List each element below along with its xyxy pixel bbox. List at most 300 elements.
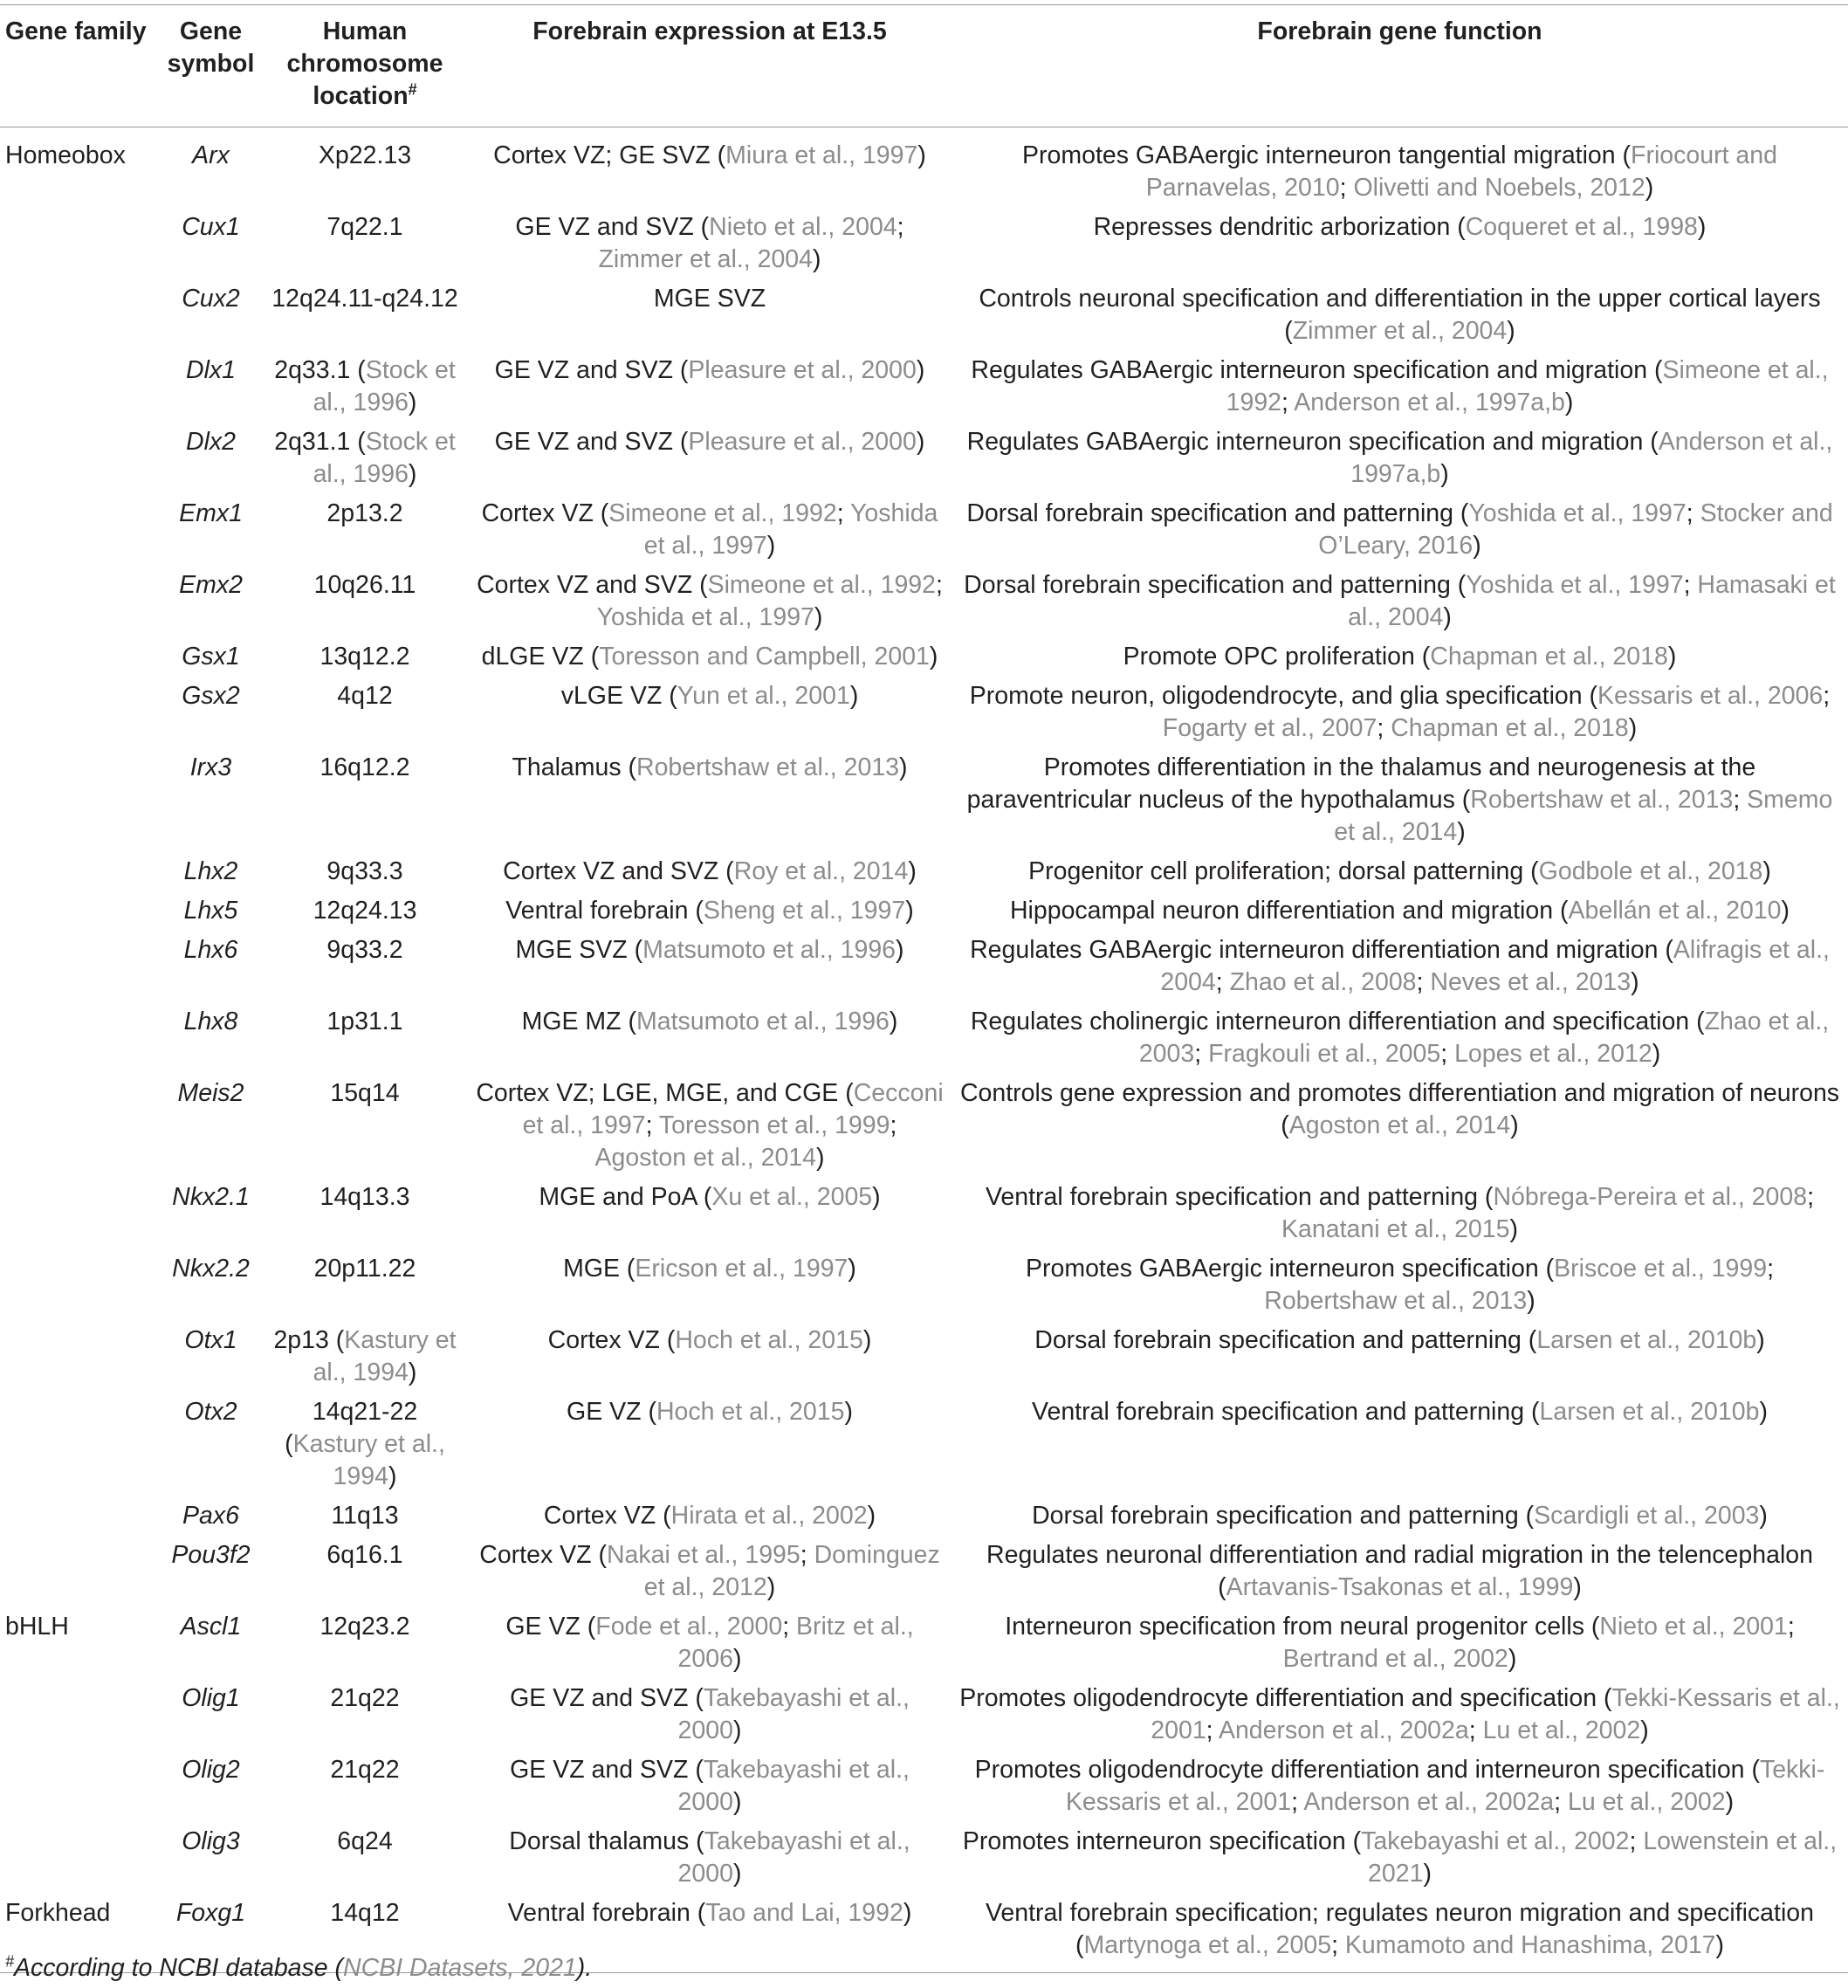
cell-text: GE VZ and SVZ (	[515, 213, 710, 241]
cell-text: ;	[800, 1541, 814, 1569]
citation-link[interactable]: Agoston et al., 2014	[1288, 1111, 1511, 1139]
table-row	[0, 641, 1848, 680]
forebrain-function-cell	[951, 1181, 1848, 1253]
cell-text: 13q12.2	[319, 643, 410, 671]
citation-link[interactable]: Kastury et al., 1994	[313, 1326, 457, 1386]
citation-link[interactable]: Fode et al., 2000	[595, 1613, 783, 1641]
cell-text: Controls neuronal specification and differentiation in the upper cortical layers (	[979, 285, 1821, 345]
citation-link[interactable]: Zhao et al., 2003	[1138, 1008, 1830, 1068]
gene-family-cell	[0, 426, 160, 498]
cell-text: GE VZ and SVZ (	[510, 1756, 704, 1784]
cell-text: ;	[936, 571, 943, 599]
forebrain-expression-cell	[468, 283, 951, 354]
chromosome-location-cell	[262, 856, 468, 895]
cell-text: ;	[897, 213, 904, 241]
citation-link[interactable]: Yun et al., 2001	[677, 682, 850, 710]
cell-text: 16q12.2	[319, 753, 410, 781]
cell-text: GE VZ and SVZ (	[494, 428, 689, 456]
forebrain-function-cell	[951, 1077, 1848, 1181]
citation-link[interactable]: Anderson et al., 2002a	[1303, 1788, 1555, 1816]
citation-link[interactable]: Chapman et al., 2018	[1430, 643, 1668, 671]
gene-table	[0, 4, 1848, 1973]
gene-symbol-cell: Cux2	[182, 285, 240, 313]
cell-text: Xp22.13	[318, 141, 412, 169]
cell-text: 6q24	[337, 1827, 393, 1855]
table-row	[0, 895, 1848, 934]
cell-text: )	[1507, 317, 1515, 345]
gene-family-cell	[0, 856, 160, 895]
citation-link[interactable]: Hoch et al., 2015	[656, 1398, 845, 1426]
forebrain-function-cell	[951, 498, 1848, 569]
gene-symbol-cell: Foxg1	[175, 1899, 246, 1927]
citation-link[interactable]: Fragkouli et al., 2005	[1208, 1040, 1441, 1068]
cell-text: Promotes oligodendrocyte differentiation and interneuron specification (	[974, 1756, 1760, 1784]
cell-text: )	[814, 603, 823, 631]
forebrain-expression-cell	[468, 1826, 951, 1897]
citation-link[interactable]: Abellán et al., 2010	[1568, 897, 1782, 925]
citation-link[interactable]: Pleasure et al., 2000	[688, 356, 917, 384]
citation-link[interactable]: Bertrand et al., 2002	[1282, 1645, 1508, 1673]
chromosome-location-cell	[262, 1077, 468, 1181]
gene-symbol-cell: Nkx2.2	[172, 1255, 250, 1283]
cell-text: )	[1762, 857, 1771, 885]
forebrain-expression-cell	[468, 1539, 951, 1611]
citation-link[interactable]: Alifragis et al., 2004	[1160, 936, 1830, 996]
forebrain-function-cell	[951, 1396, 1848, 1500]
gene-symbol-cell: Emx2	[179, 571, 243, 599]
cell-text: )	[917, 141, 926, 169]
cell-text: dLGE VZ (	[481, 643, 600, 671]
footnote-reference[interactable]: NCBI Datasets, 2021	[343, 1954, 577, 1982]
table-row	[0, 1539, 1848, 1611]
forebrain-function-cell	[951, 354, 1848, 426]
citation-link[interactable]: Larsen et al., 2010b	[1539, 1398, 1760, 1426]
forebrain-function-cell	[951, 1754, 1848, 1826]
table-row	[0, 1006, 1848, 1077]
cell-text: Regulates neuronal differentiation and radial migration in the telencephalon (	[986, 1541, 1813, 1601]
citation-link[interactable]: Sheng et al., 1997	[703, 897, 906, 925]
citation-link[interactable]: Stock et al., 1996	[313, 428, 456, 488]
cell-text: Hippocampal neuron differentiation and migration (	[1009, 897, 1569, 925]
cell-text: Controls gene expression and promotes differentiation and migration of neurons (	[959, 1079, 1840, 1139]
citation-link[interactable]: Lopes et al., 2012	[1454, 1040, 1652, 1068]
citation-link[interactable]: Lowenstein et al., 2021	[1368, 1827, 1838, 1888]
forebrain-function-cell	[951, 856, 1848, 895]
citation-link[interactable]: Matsumoto et al., 1996	[642, 936, 897, 964]
cell-text: ;	[1339, 174, 1354, 202]
citation-link[interactable]: Robertshaw et al., 2013	[1470, 786, 1734, 814]
cell-text: Represses dendritic arborization (	[1093, 213, 1466, 241]
gene-symbol-cell: Otx2	[184, 1398, 237, 1426]
cell-text: Dorsal forebrain specification and patterning (	[964, 571, 1467, 599]
cell-text: )	[1781, 897, 1790, 925]
cell-text: )	[916, 356, 925, 384]
forebrain-function-cell	[951, 211, 1848, 283]
citation-link[interactable]: Yoshida et al., 1997	[1466, 571, 1684, 599]
forebrain-expression-cell	[468, 934, 951, 1006]
cell-text: )	[732, 1860, 742, 1888]
gene-symbol-cell: Lhx5	[183, 897, 238, 925]
cell-text: )	[1631, 968, 1639, 996]
forebrain-expression-cell	[468, 895, 951, 934]
header-forebrain-expression: Forebrain expression at E13.5	[532, 17, 887, 45]
cell-text: vLGE VZ (	[560, 682, 677, 710]
citation-link[interactable]: Nakai et al., 1995	[606, 1541, 800, 1569]
citation-link[interactable]: Artavanis-Tsakonas et al., 1999	[1226, 1573, 1574, 1601]
cell-text: )	[1725, 1788, 1735, 1816]
citation-link[interactable]: Hoch et al., 2015	[675, 1326, 863, 1354]
citation-link[interactable]: Matsumoto et al., 1996	[635, 1008, 890, 1035]
cell-text: ;	[1206, 1716, 1219, 1744]
header-row	[0, 5, 1848, 127]
citation-link[interactable]: Tekki-Kessaris et al., 2001	[1151, 1684, 1840, 1744]
cell-text: )	[1423, 1860, 1432, 1888]
citation-link[interactable]: Roy et al., 2014	[733, 857, 909, 885]
header-chromosome-location	[262, 5, 468, 127]
cell-text: )	[862, 1326, 872, 1354]
cell-text: 7q22.1	[326, 213, 403, 241]
gene-symbol-cell: Irx3	[189, 753, 232, 781]
cell-text: 12q23.2	[319, 1613, 410, 1641]
citation-link[interactable]: Briscoe et al., 1999	[1554, 1255, 1768, 1283]
citation-link[interactable]: Anderson et al., 1997a,b	[1294, 389, 1565, 416]
citation-link[interactable]: Anderson et al., 1997a,b	[1350, 428, 1833, 488]
cell-text: 21q22	[330, 1756, 400, 1784]
cell-text: 11q13	[331, 1502, 399, 1530]
cell-text: ;	[1215, 968, 1230, 996]
chromosome-location-cell	[262, 127, 468, 212]
citation-link[interactable]: Kastury et al., 1994	[292, 1430, 445, 1490]
citation-link[interactable]: Miura et al., 1997	[725, 141, 918, 169]
forebrain-function-cell	[951, 426, 1848, 498]
citation-link[interactable]: Robertshaw et al., 2013	[1264, 1287, 1528, 1315]
cell-text: Interneuron specification from neural progenitor cells (	[1005, 1613, 1600, 1641]
cell-text: )	[896, 936, 904, 964]
cell-text: )	[816, 1144, 825, 1172]
cell-text: )	[1527, 1287, 1535, 1315]
gene-family-cell	[0, 1754, 160, 1826]
cell-text: 15q14	[330, 1079, 400, 1107]
gene-symbol-cell: Meis2	[177, 1079, 244, 1107]
table-row	[0, 1396, 1848, 1500]
forebrain-function-cell	[951, 1539, 1848, 1611]
table-header	[0, 5, 1848, 127]
citation-link[interactable]: Stock et al., 1996	[313, 356, 456, 416]
citation-link[interactable]: Takebayashi et al., 2000	[677, 1827, 910, 1888]
cell-text: )	[844, 1398, 853, 1426]
cell-text: ;	[890, 1111, 897, 1139]
cell-text: 2p13 (	[273, 1326, 345, 1354]
citation-link[interactable]: Zhao et al., 2008	[1229, 968, 1417, 996]
cell-text: Cortex VZ (	[543, 1502, 671, 1530]
cell-text: )	[849, 682, 859, 710]
gene-family-cell	[0, 1324, 160, 1396]
cell-text: Progenitor cell proliferation; dorsal patterning (	[1028, 857, 1539, 885]
forebrain-expression-cell	[468, 641, 951, 680]
cell-text: Dorsal thalamus (	[509, 1827, 704, 1855]
cell-text: MGE SVZ (	[515, 936, 643, 964]
citation-link[interactable]: Martynoga et al., 2005	[1083, 1931, 1332, 1959]
cell-text: 21q22	[330, 1684, 400, 1712]
gene-symbol-cell: Pax6	[182, 1502, 239, 1530]
citation-link[interactable]: Toresson et al., 1999	[658, 1111, 890, 1139]
citation-link[interactable]: Lu et al., 2002	[1567, 1788, 1726, 1816]
table-row	[0, 752, 1848, 856]
cell-text: 12q24.11-q24.12	[271, 285, 458, 313]
citation-link[interactable]: Yoshida et al., 1997	[643, 499, 938, 560]
citation-link[interactable]: Hamasaki et al., 2004	[1348, 571, 1836, 631]
gene-family-cell	[0, 1500, 160, 1539]
citation-link[interactable]: Nieto et al., 2001	[1599, 1613, 1788, 1641]
cell-text: ;	[1787, 1613, 1795, 1641]
chromosome-location-cell	[262, 1754, 468, 1826]
citation-link[interactable]: Stocker and O’Leary, 2016	[1318, 499, 1833, 560]
forebrain-expression-cell	[468, 1754, 951, 1826]
citation-link[interactable]: Larsen et al., 2010b	[1536, 1326, 1757, 1354]
citation-link[interactable]: Agoston et al., 2014	[594, 1144, 817, 1172]
citation-link[interactable]: Zimmer et al., 2004	[1292, 317, 1508, 345]
citation-link[interactable]: Nieto et al., 2004	[709, 213, 897, 241]
citation-link[interactable]: Nóbrega-Pereira et al., 2008	[1493, 1183, 1808, 1211]
gene-symbol-cell: Gsx2	[182, 682, 240, 710]
table-row	[0, 680, 1848, 752]
gene-family-cell	[0, 498, 160, 569]
cell-text: )	[916, 428, 925, 456]
cell-text: )	[813, 245, 821, 273]
footnote-mark: #	[5, 1952, 15, 1971]
cell-text: 20p11.22	[313, 1255, 416, 1283]
table-row	[0, 1324, 1848, 1396]
cell-text: ;	[782, 1613, 797, 1641]
citation-link[interactable]: Yoshida et al., 1997	[1468, 499, 1687, 527]
citation-link[interactable]: Takebayashi et al., 2000	[677, 1756, 910, 1816]
cell-text: )	[1509, 1215, 1518, 1243]
gene-family-cell: bHLH	[5, 1613, 69, 1641]
gene-symbol-cell: Ascl1	[180, 1613, 242, 1641]
forebrain-function-cell	[951, 934, 1848, 1006]
cell-text: )	[908, 857, 917, 885]
header-footnote-mark: #	[408, 80, 417, 99]
table-row	[0, 1682, 1848, 1754]
cell-text: )	[1440, 460, 1449, 488]
citation-link[interactable]: Takebayashi et al., 2000	[677, 1684, 910, 1744]
cell-text: )	[903, 1899, 912, 1927]
citation-link[interactable]: Kanatani et al., 2015	[1281, 1215, 1510, 1243]
cell-text: )	[905, 897, 914, 925]
cell-text: MGE MZ (	[521, 1008, 636, 1035]
cell-text: Cortex VZ (	[547, 1326, 676, 1354]
forebrain-function-cell	[951, 1500, 1848, 1539]
cell-text: )	[766, 1573, 776, 1601]
chromosome-location-cell	[262, 895, 468, 934]
cell-text: )	[408, 1359, 417, 1386]
table-row	[0, 426, 1848, 498]
cell-text: )	[848, 1255, 856, 1283]
gene-symbol-cell: Olig1	[182, 1684, 240, 1712]
table-row	[0, 1181, 1848, 1253]
cell-text: Regulates cholinergic interneuron differentiation and specification (	[970, 1008, 1705, 1035]
gene-symbol-cell: Dlx1	[185, 356, 236, 384]
cell-text: MGE and PoA (	[539, 1183, 712, 1211]
cell-text: Promote neuron, oligodendrocyte, and glia specification (	[969, 682, 1598, 710]
cell-text: ;	[1416, 968, 1431, 996]
citation-link[interactable]: Ericson et al., 1997	[635, 1255, 848, 1283]
cell-text: Promotes interneuron specification (	[962, 1827, 1362, 1855]
table-footnote	[5, 1952, 592, 1985]
cell-text: 9q33.2	[326, 936, 403, 964]
cell-text: ;	[1194, 1040, 1209, 1068]
citation-link[interactable]: Simeone et al., 1992	[707, 571, 937, 599]
forebrain-expression-cell	[468, 1006, 951, 1077]
citation-link[interactable]: Smemo et al., 2014	[1334, 786, 1833, 846]
gene-symbol-cell: Olig2	[182, 1756, 240, 1784]
citation-link[interactable]: Cecconi et al., 1997	[522, 1079, 944, 1139]
cell-text: GE VZ and SVZ (	[494, 356, 689, 384]
cell-text: )	[889, 1008, 898, 1035]
cell-text: ;	[1807, 1183, 1814, 1211]
forebrain-expression-cell	[468, 127, 951, 212]
forebrain-expression-cell	[468, 1181, 951, 1253]
forebrain-function-cell	[951, 1826, 1848, 1897]
gene-family-cell	[0, 569, 160, 641]
gene-family-cell	[0, 1682, 160, 1754]
citation-link[interactable]: Olivetti and Noebels, 2012	[1353, 174, 1645, 202]
citation-link[interactable]: Tao and Lai, 1992	[705, 1899, 903, 1927]
citation-link[interactable]: Kumamoto and Hanashima, 2017	[1344, 1931, 1716, 1959]
gene-family-cell: Forkhead	[5, 1899, 111, 1927]
cell-text: )	[1715, 1931, 1725, 1959]
chromosome-location-cell	[262, 1682, 468, 1754]
forebrain-function-cell	[951, 1253, 1848, 1324]
chromosome-location-cell	[262, 498, 468, 569]
cell-text: Promote OPC proliferation (	[1123, 643, 1431, 671]
citation-link[interactable]: Simeone et al., 1992	[1226, 356, 1829, 416]
cell-text: )	[1457, 818, 1466, 846]
citation-link[interactable]: Xu et al., 2005	[711, 1183, 873, 1211]
cell-text: )	[408, 460, 417, 488]
forebrain-function-cell	[951, 127, 1848, 212]
chromosome-location-cell	[262, 934, 468, 1006]
gene-family-cell	[0, 1077, 160, 1181]
gene-symbol-cell: Olig3	[182, 1827, 240, 1855]
cell-text: 10q26.11	[313, 571, 416, 599]
citation-link[interactable]: Anderson et al., 2002a	[1218, 1716, 1469, 1744]
forebrain-function-cell	[951, 1324, 1848, 1396]
forebrain-function-cell	[951, 895, 1848, 934]
cell-text: Dorsal forebrain specification and patterning (	[1032, 1502, 1535, 1530]
cell-text: )	[1510, 1111, 1519, 1139]
cell-text: )	[1759, 1502, 1768, 1530]
forebrain-expression-cell	[468, 752, 951, 856]
gene-symbol-cell: Gsx1	[182, 643, 240, 671]
citation-link[interactable]: Neves et al., 2013	[1430, 968, 1632, 996]
cell-text: )	[929, 643, 938, 671]
table-row	[0, 934, 1848, 1006]
citation-link[interactable]: Friocourt and Parnavelas, 2010	[1145, 141, 1777, 202]
cell-text: )	[1697, 213, 1707, 241]
forebrain-function-cell	[951, 569, 1848, 641]
citation-link[interactable]: Robertshaw et al., 2013	[636, 753, 900, 781]
table-row	[0, 1754, 1848, 1826]
cell-text: )	[388, 1462, 397, 1490]
cell-text: Cortex VZ; LGE, MGE, and CGE (	[476, 1079, 854, 1107]
citation-link[interactable]: Simeone et al., 1992	[608, 499, 837, 527]
citation-link[interactable]: Kessaris et al., 2006	[1597, 682, 1824, 710]
table-body	[0, 127, 1848, 1973]
citation-link[interactable]: Lu et al., 2002	[1482, 1716, 1641, 1744]
cell-text: 4q12	[337, 682, 393, 710]
gene-family-cell	[0, 1181, 160, 1253]
cell-text: )	[872, 1183, 881, 1211]
chromosome-location-cell	[262, 1253, 468, 1324]
citation-link[interactable]: Britz et al., 2006	[677, 1613, 914, 1673]
forebrain-function-cell	[951, 641, 1848, 680]
cell-text: ;	[1291, 1788, 1304, 1816]
table-row	[0, 1500, 1848, 1539]
chromosome-location-cell	[262, 1826, 468, 1897]
cell-text: )	[1759, 1398, 1768, 1426]
gene-family-cell	[0, 1006, 160, 1077]
cell-text: Regulates GABAergic interneuron specification and migration (	[966, 428, 1659, 456]
gene-family-cell	[0, 895, 160, 934]
gene-family-cell	[0, 354, 160, 426]
cell-text: ;	[645, 1111, 659, 1139]
gene-family-cell	[0, 211, 160, 283]
footnote-end: ).	[576, 1954, 593, 1982]
cell-text: MGE SVZ	[653, 285, 766, 313]
citation-link[interactable]: Godbole et al., 2018	[1538, 857, 1763, 885]
gene-symbol-cell: Arx	[192, 141, 230, 169]
forebrain-function-cell	[951, 752, 1848, 856]
cell-text: Promotes oligodendrocyte differentiation and specification (	[959, 1684, 1612, 1712]
forebrain-expression-cell	[468, 1396, 951, 1500]
cell-text: ;	[1377, 714, 1391, 742]
citation-link[interactable]: Zimmer et al., 2004	[598, 245, 813, 273]
gene-family-cell	[0, 1396, 160, 1500]
cell-text: 1p31.1	[326, 1008, 403, 1035]
citation-link[interactable]: Pleasure et al., 2000	[688, 428, 917, 456]
cell-text: 9q33.3	[326, 857, 403, 885]
cell-text: )	[1667, 643, 1677, 671]
citation-link[interactable]: Takebayashi et al., 2002	[1361, 1827, 1630, 1855]
citation-link[interactable]: Hirata et al., 2002	[670, 1502, 868, 1530]
cell-text: Ventral forebrain (	[505, 897, 704, 925]
chromosome-location-cell	[262, 1500, 468, 1539]
cell-text: GE VZ (	[505, 1613, 596, 1641]
cell-text: Regulates GABAergic interneuron differentiation and migration (	[970, 936, 1673, 964]
citation-link[interactable]: Chapman et al., 2018	[1391, 714, 1629, 742]
citation-link[interactable]: Dominguez et al., 2012	[643, 1541, 940, 1601]
gene-symbol-cell: Cux1	[182, 213, 240, 241]
chromosome-location-cell	[262, 426, 468, 498]
forebrain-expression-cell	[468, 211, 951, 283]
header-gene-family: Gene family	[5, 17, 147, 45]
cell-text: ;	[1468, 1716, 1483, 1744]
cell-text: 14q12	[330, 1899, 400, 1927]
table-row	[0, 127, 1848, 212]
citation-link[interactable]: Coqueret et al., 1998	[1465, 213, 1698, 241]
citation-link[interactable]: Tekki-Kessaris et al., 2001	[1065, 1756, 1825, 1816]
cell-text: ;	[1554, 1788, 1568, 1816]
citation-link[interactable]: Scardigli et al., 2003	[1534, 1502, 1760, 1530]
chromosome-location-cell	[262, 1006, 468, 1077]
citation-link[interactable]: Yoshida et al., 1997	[596, 603, 814, 631]
cell-text: Promotes differentiation in the thalamus and neurogenesis at the paraventricular nucleus of the hypothalamus (	[966, 753, 1756, 814]
citation-link[interactable]: Fogarty et al., 2007	[1162, 714, 1377, 742]
chromosome-location-cell	[262, 1181, 468, 1253]
citation-link[interactable]: Toresson and Campbell, 2001	[599, 643, 930, 671]
cell-text: Cortex VZ (	[481, 499, 609, 527]
